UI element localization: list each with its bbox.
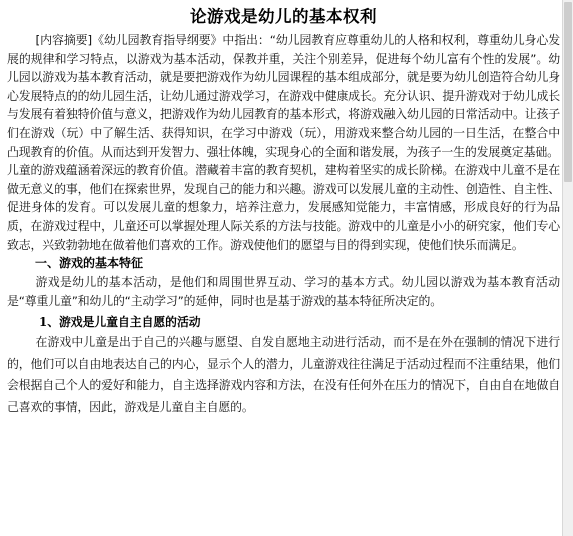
section-1-paragraph: 游戏是幼儿的基本活动，是他们和周围世界互动、学习的基本方式。幼儿园以游戏为基本教育活动是“尊重儿童”和幼儿的“主动学习”的延伸，同时也是基于游戏的基本特征所决定的。 [7,275,560,308]
vertical-scrollbar[interactable] [562,0,573,536]
abstract-paragraph: [内容摘要]《幼儿园教育指导纲要》中指出：“幼儿园教育应尊重幼儿的人格和权利，尊重幼儿身心发展的规律和学习特点，以游戏为基本活动，保教并重，关注个别差异，促进每个幼儿富有个性的发展”。幼儿园以游戏为基本教育活动，就是要把游戏作为幼儿园课程的基本组成部分，就是要为幼儿创造符合幼儿身心发展特点的的幼儿园生活，让幼儿通过游戏学习，在游戏中健康成长。充分认识、提升游戏对于幼儿成长与发展有着独特价值与意义，把游戏作为幼儿园教育的基本形式，将游戏融入幼儿园的日常活动中。让孩子们在游戏（玩）中了解生活、获得知识，在学习中游戏（玩），用游戏来整合幼儿园的一日生活，在整合中凸现教育的价值。从而达到开发智力、强壮体魄，实现身心的全面和谐发展，为孩子一生的发展奠定基础。 [7,33,560,159]
body-paragraph-2: 儿童的游戏蕴涵着深远的教育价值。潜藏着丰富的教育契机，建构着坚实的成长阶梯。在游戏中儿童不是在做无意义的事，他们在探索世界，发现自己的能力和兴趣。游戏可以发展儿童的主动性、创造性、自主性、促进身体的发育。可以发展儿童的想象力，培养注意力，发展感知觉能力，丰富情感，形成良好的行为品质，在游戏过程中，儿童还可以掌握处理人际关系的方法与技能。游戏中的儿童是小小的研究家，他们专心致志，兴致勃勃地在做着他们喜欢的工作。游戏使他们的愿望与目的得到实现，使他们快乐而满足。 [7,163,560,252]
section-1-heading: 一、游戏的基本特征 [35,256,144,271]
subsection-1-paragraph: 在游戏中儿童是出于自己的兴趣与愿望、自发自愿地主动进行活动，而不是在外在强制的情况下进行的，他们可以自由地表达自己的内心，显示个人的潜力，儿童游戏往往满足于活动过程而不注重结果，他们会根据自己个人的爱好和能力，自主选择游戏内容和方法，在没有任何外在压力的情况下，自由自在地做自己喜欢的事情，因此，游戏是儿童自主自愿的。 [7,335,560,414]
article-title: 论游戏是幼儿的基本权利 [190,7,377,26]
subsection-1-heading: 1、游戏是儿童自主自愿的活动 [39,315,201,330]
scrollbar-thumb[interactable] [564,2,572,182]
